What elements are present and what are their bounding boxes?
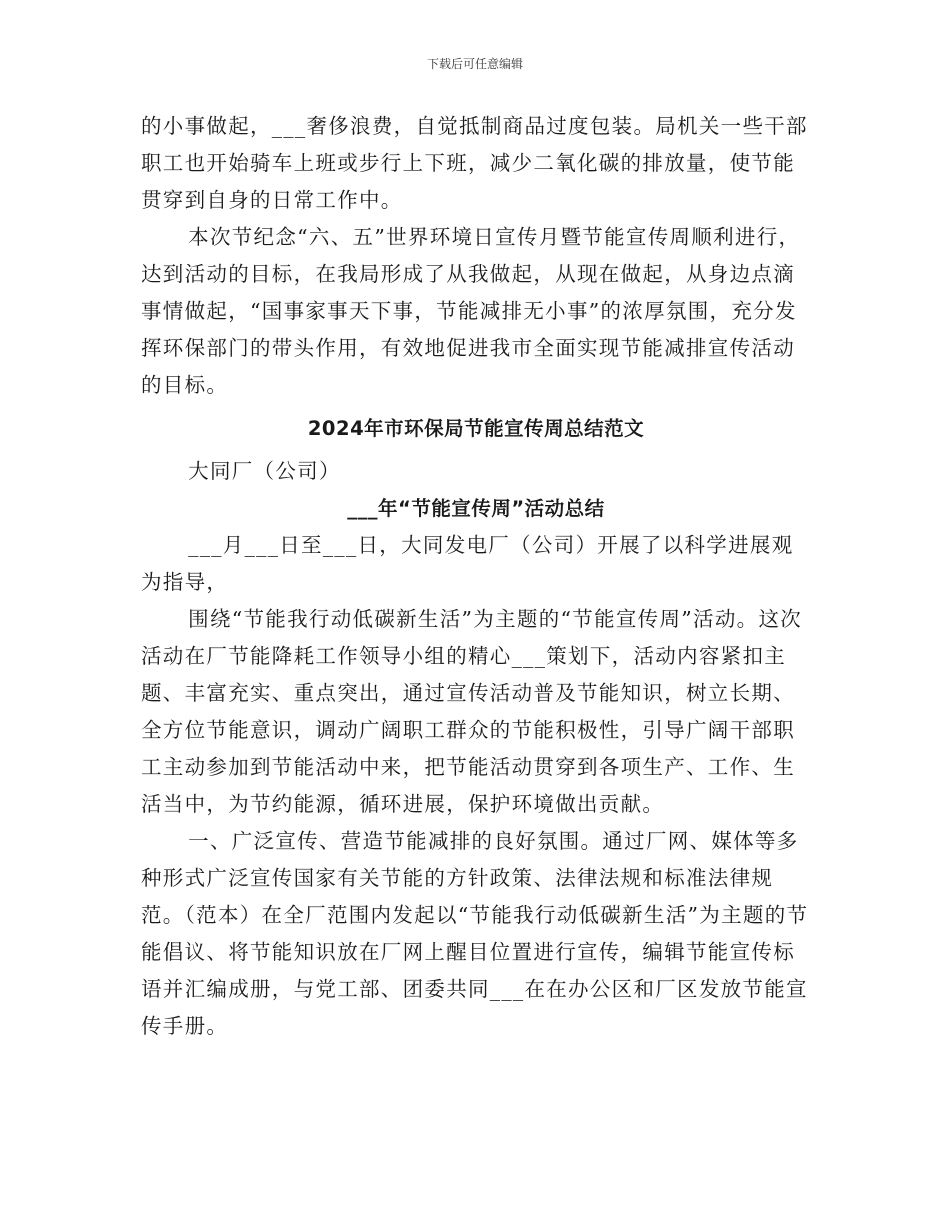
- document-body: [141, 108, 811, 1045]
- paragraph-2: 本次节纪念“六、五”世界环境日宣传月暨节能宣传周顺利进行，达到活动的目标，在我局形成了从我做起，从现在做起，从身边点滴事情做起，“国事家事天下事，节能减排无小事”的浓厚氛围，充分发挥环保部门的带头作用，有效地促进我市全面实现节能减排宣传活动的目标。: [141, 225, 801, 397]
- document-title: 2024年市环保局节能宣传周总结范文: [307, 417, 645, 440]
- company-line: 大同厂（公司）: [188, 459, 341, 483]
- paragraph-4: 围绕“节能我行动低碳新生活”为主题的“节能宣传周”活动。这次活动在厂节能降耗工作领导小组的精心___策划下，活动内容紧扣主题、丰富充实、重点突出，通过宣传活动普及节能知识，树立长期、全方位节能意识，调动广阔职工群众的节能积极性，引导广阔干部职工主动参加到节能活动中来，把节能活动贯穿到各项生产、工作、生活当中，为节约能源，循环进展，保护环境做出贡献。: [141, 607, 803, 816]
- paragraph-1: 的小事做起，___奢侈浪费，自觉抵制商品过度包装。局机关一些干部职工也开始骑车上班或步行上下班，减少二氧化碳的排放量，使节能贯穿到自身的日常工作中。: [141, 114, 808, 212]
- paragraph-5: 一、广泛宣传、营造节能减排的良好氛围。通过厂网、媒体等多种形式广泛宣传国家有关节能的方针政策、法律法规和标准法律规范。（范本）在全厂范围内发起以“节能我行动低碳新生活”为主题的节能倡议、将节能知识放在厂网上醒目位置进行宣传，编辑节能宣传标语并汇编成册，与党工部、团委共同___在在办公区和厂区发放节能宣传手册。: [141, 829, 809, 1038]
- section-subtitle: ___年“节能宣传周”活动总结: [347, 497, 605, 520]
- page-header: 下载后可任意编辑: [426, 57, 523, 71]
- paragraph-3: ___月___日至___日，大同发电厂（公司）开展了以科学进展观为指导，: [141, 533, 794, 594]
